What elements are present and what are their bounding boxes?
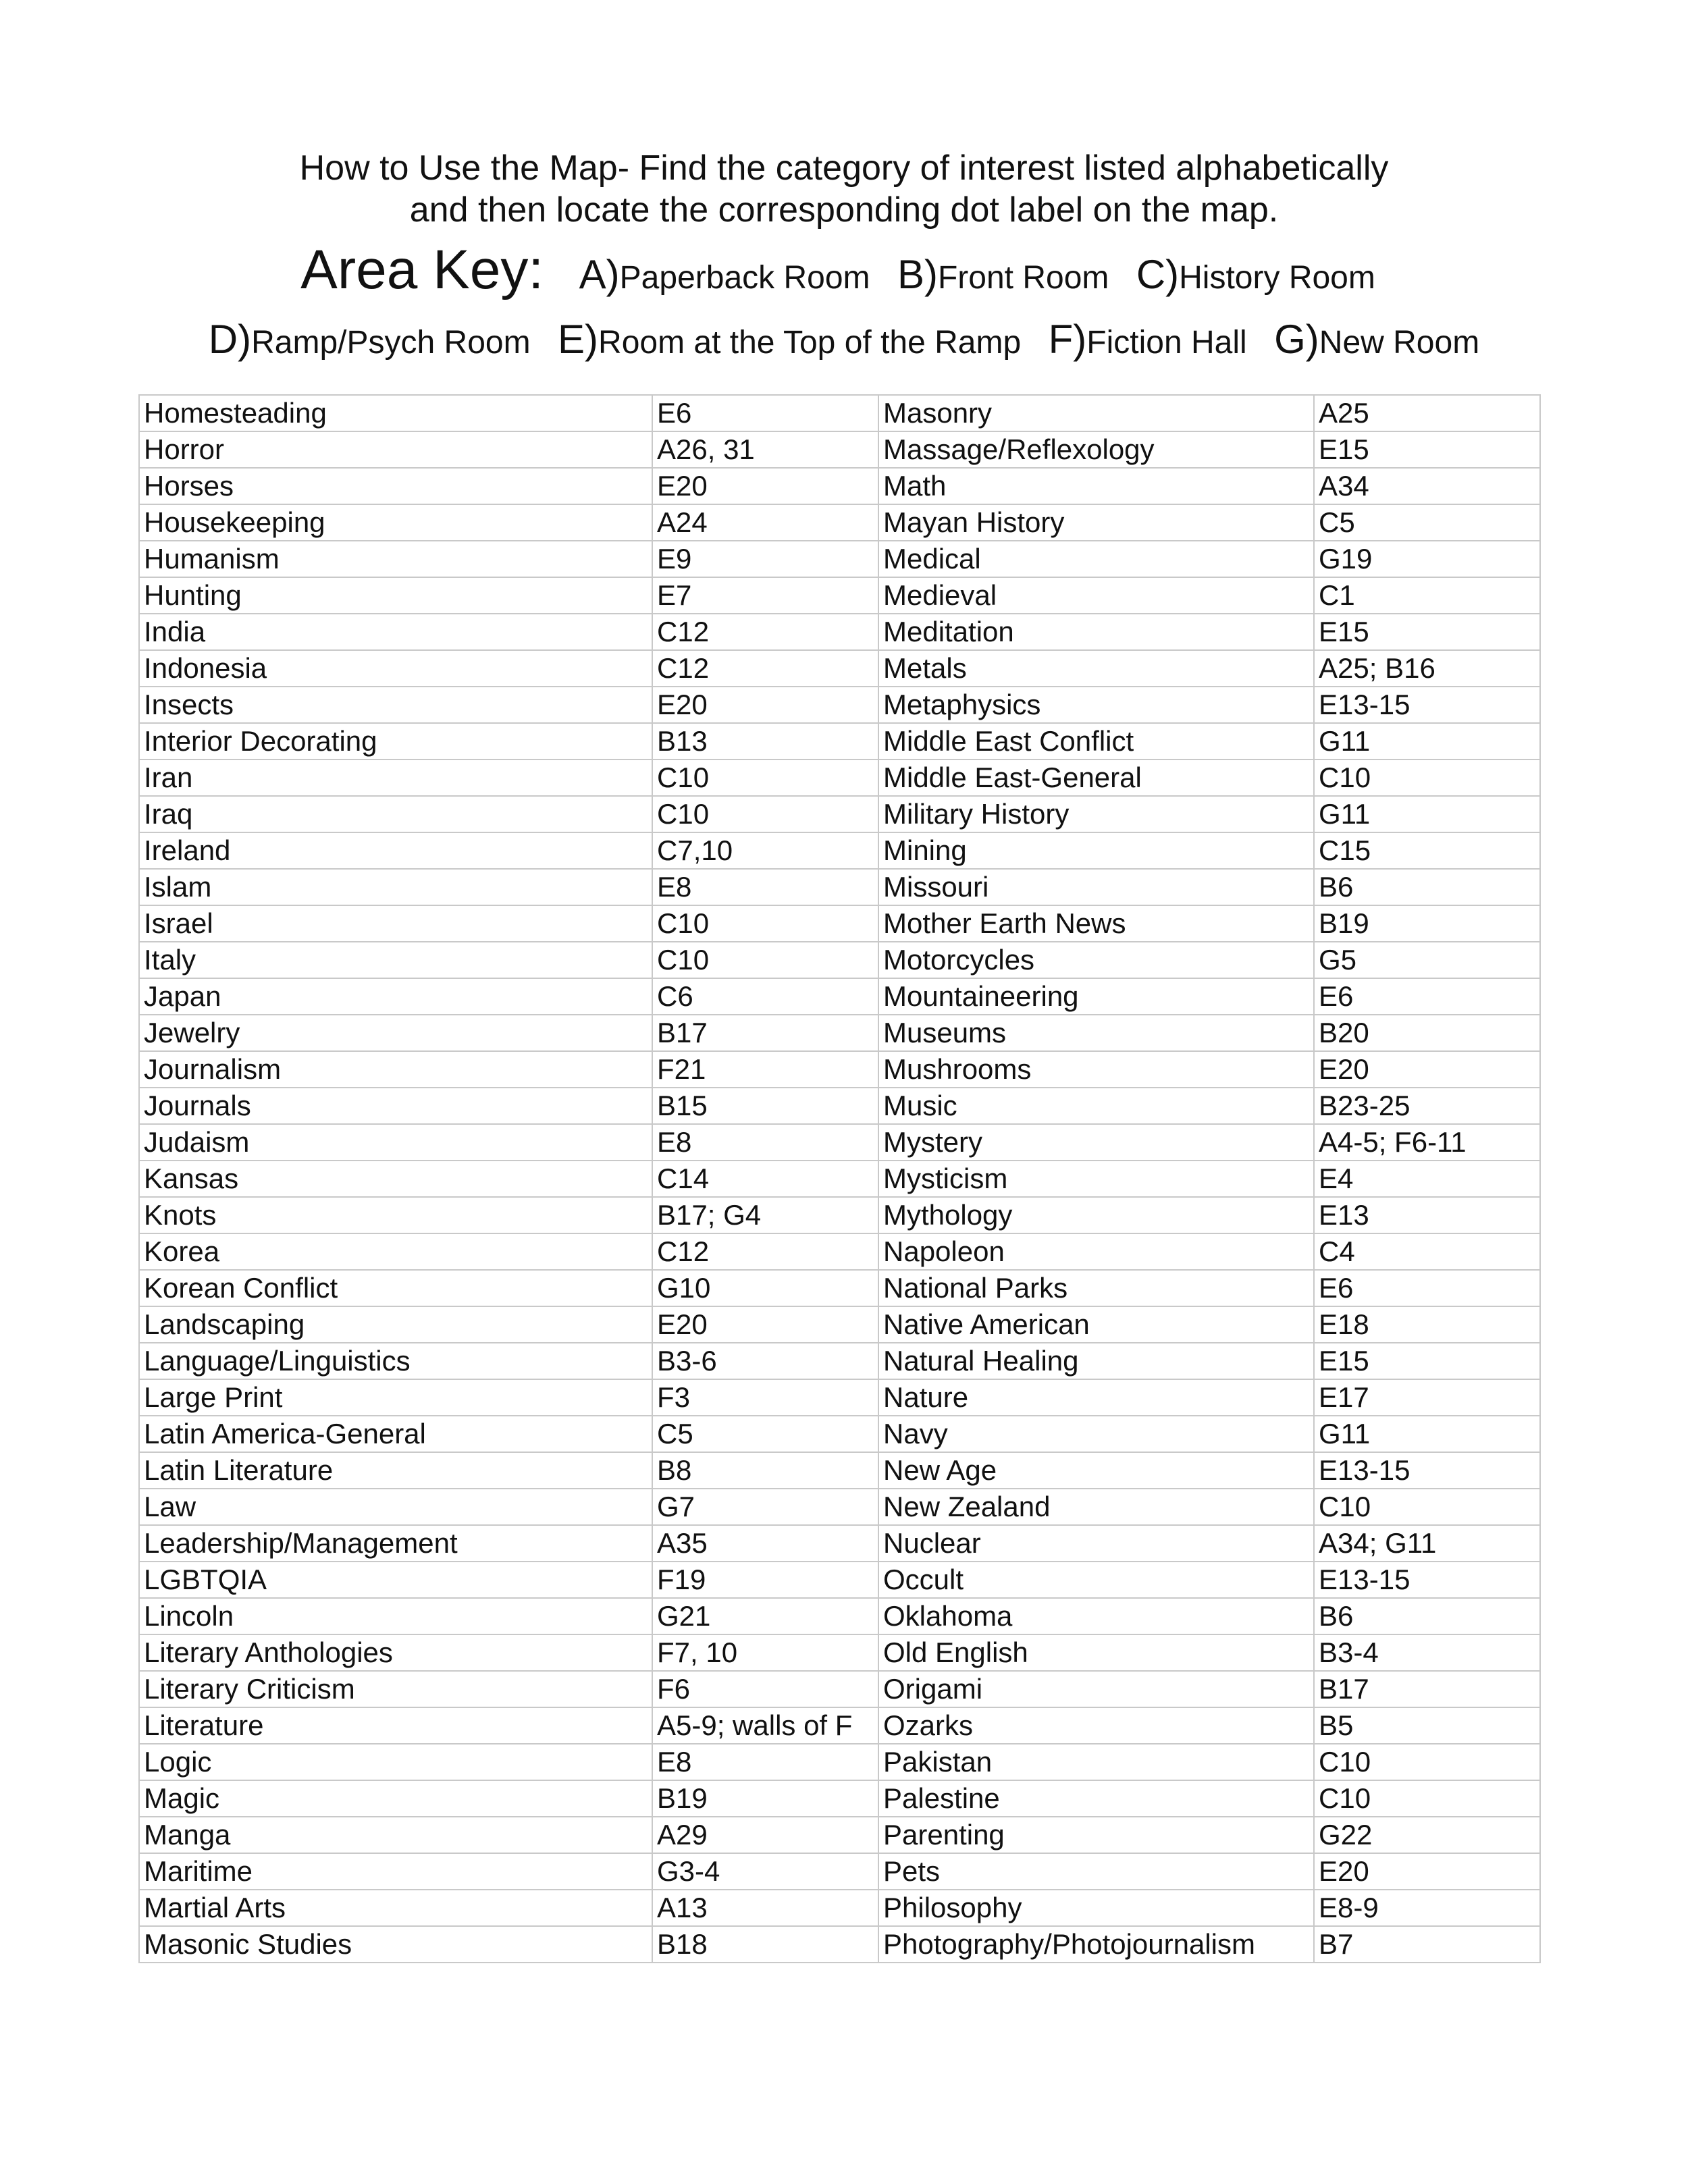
right-category-cell: Philosophy — [878, 1890, 1314, 1926]
table-row — [139, 1379, 1540, 1416]
left-location-cell: A13 — [652, 1890, 878, 1926]
area-key-item-f — [1049, 316, 1247, 363]
left-category-cell: Judaism — [139, 1124, 652, 1161]
right-category-cell: Mayan History — [878, 504, 1314, 541]
area-key-line-1 — [0, 236, 1688, 304]
right-category-cell: Nature — [878, 1379, 1314, 1416]
category-index-table — [138, 394, 1541, 1963]
right-location-cell: E20 — [1314, 1853, 1540, 1890]
right-category-cell: Natural Healing — [878, 1343, 1314, 1379]
table-row — [139, 504, 1540, 541]
table-row — [139, 1780, 1540, 1817]
right-location-cell: G11 — [1314, 723, 1540, 760]
table-row — [139, 1744, 1540, 1780]
left-location-cell: C12 — [652, 614, 878, 650]
right-location-cell: E6 — [1314, 1270, 1540, 1306]
left-category-cell: Housekeeping — [139, 504, 652, 541]
left-location-cell: F3 — [652, 1379, 878, 1416]
left-location-cell: G21 — [652, 1598, 878, 1634]
right-location-cell: E15 — [1314, 614, 1540, 650]
left-location-cell: C5 — [652, 1416, 878, 1452]
area-key-item-b — [897, 251, 1109, 298]
left-category-cell: Landscaping — [139, 1306, 652, 1343]
left-category-cell: Iran — [139, 760, 652, 796]
right-category-cell: Pakistan — [878, 1744, 1314, 1780]
left-category-cell: Ireland — [139, 832, 652, 869]
right-category-cell: Massage/Reflexology — [878, 431, 1314, 468]
left-location-cell: G3-4 — [652, 1853, 878, 1890]
left-category-cell: Israel — [139, 905, 652, 942]
table-row — [139, 1634, 1540, 1671]
left-category-cell: Latin America-General — [139, 1416, 652, 1452]
right-location-cell: E13-15 — [1314, 1452, 1540, 1489]
left-category-cell: Knots — [139, 1197, 652, 1233]
left-location-cell: E8 — [652, 1744, 878, 1780]
left-location-cell: B15 — [652, 1088, 878, 1124]
right-location-cell: B23-25 — [1314, 1088, 1540, 1124]
area-key-name: Front Room — [937, 260, 1109, 296]
table-row — [139, 1598, 1540, 1634]
table-row — [139, 942, 1540, 978]
left-location-cell: E9 — [652, 541, 878, 577]
left-category-cell: Large Print — [139, 1379, 652, 1416]
right-category-cell: Origami — [878, 1671, 1314, 1707]
right-location-cell: C1 — [1314, 577, 1540, 614]
left-category-cell: Indonesia — [139, 650, 652, 687]
table-row — [139, 1671, 1540, 1707]
right-location-cell: B17 — [1314, 1671, 1540, 1707]
area-key-letter: B) — [897, 252, 938, 297]
right-location-cell: E20 — [1314, 1051, 1540, 1088]
left-category-cell: Literary Criticism — [139, 1671, 652, 1707]
left-category-cell: Martial Arts — [139, 1890, 652, 1926]
right-category-cell: Meditation — [878, 614, 1314, 650]
table-row — [139, 1306, 1540, 1343]
right-category-cell: Mythology — [878, 1197, 1314, 1233]
right-location-cell: C5 — [1314, 504, 1540, 541]
left-category-cell: Law — [139, 1489, 652, 1525]
left-location-cell: E8 — [652, 1124, 878, 1161]
right-location-cell: E4 — [1314, 1161, 1540, 1197]
left-category-cell: LGBTQIA — [139, 1562, 652, 1598]
right-location-cell: E6 — [1314, 978, 1540, 1015]
instructions-line-2: and then locate the corresponding dot label on the map. — [409, 190, 1279, 230]
table-row — [139, 760, 1540, 796]
right-location-cell: B7 — [1314, 1926, 1540, 1963]
area-key-letter: C) — [1136, 252, 1180, 297]
table-row — [139, 978, 1540, 1015]
right-location-cell: A4-5; F6-11 — [1314, 1124, 1540, 1161]
category-index-body — [139, 395, 1540, 1963]
left-category-cell: Hunting — [139, 577, 652, 614]
right-location-cell: C15 — [1314, 832, 1540, 869]
right-location-cell: C10 — [1314, 1744, 1540, 1780]
right-category-cell: Medieval — [878, 577, 1314, 614]
table-row — [139, 1853, 1540, 1890]
right-category-cell: New Zealand — [878, 1489, 1314, 1525]
left-category-cell: Lincoln — [139, 1598, 652, 1634]
right-category-cell: Parenting — [878, 1817, 1314, 1853]
table-row — [139, 1525, 1540, 1562]
left-category-cell: Logic — [139, 1744, 652, 1780]
table-row — [139, 541, 1540, 577]
table-row — [139, 1817, 1540, 1853]
left-category-cell: Literature — [139, 1707, 652, 1744]
right-category-cell: Middle East Conflict — [878, 723, 1314, 760]
left-location-cell: B19 — [652, 1780, 878, 1817]
left-location-cell: C12 — [652, 650, 878, 687]
right-location-cell: A25 — [1314, 395, 1540, 431]
left-category-cell: Japan — [139, 978, 652, 1015]
table-row — [139, 395, 1540, 431]
left-category-cell: India — [139, 614, 652, 650]
left-location-cell: E6 — [652, 395, 878, 431]
table-row — [139, 1161, 1540, 1197]
table-row — [139, 1270, 1540, 1306]
left-category-cell: Masonic Studies — [139, 1926, 652, 1963]
right-location-cell: E18 — [1314, 1306, 1540, 1343]
right-category-cell: Pets — [878, 1853, 1314, 1890]
left-category-cell: Korea — [139, 1233, 652, 1270]
right-location-cell: A34 — [1314, 468, 1540, 504]
right-category-cell: Military History — [878, 796, 1314, 832]
right-category-cell: Museums — [878, 1015, 1314, 1051]
left-category-cell: Insects — [139, 687, 652, 723]
area-key-item-c — [1136, 251, 1375, 298]
right-location-cell: E13-15 — [1314, 687, 1540, 723]
right-location-cell: B20 — [1314, 1015, 1540, 1051]
area-key-name: History Room — [1179, 260, 1375, 296]
left-location-cell: B17 — [652, 1015, 878, 1051]
right-location-cell: B5 — [1314, 1707, 1540, 1744]
left-category-cell: Islam — [139, 869, 652, 905]
table-row — [139, 1452, 1540, 1489]
right-category-cell: Palestine — [878, 1780, 1314, 1817]
left-location-cell: C10 — [652, 760, 878, 796]
table-row — [139, 832, 1540, 869]
table-row — [139, 1489, 1540, 1525]
left-location-cell: B18 — [652, 1926, 878, 1963]
table-row — [139, 1343, 1540, 1379]
left-category-cell: Horror — [139, 431, 652, 468]
left-location-cell: F7, 10 — [652, 1634, 878, 1671]
area-key-letter: E) — [558, 317, 599, 362]
right-category-cell: National Parks — [878, 1270, 1314, 1306]
table-row — [139, 1124, 1540, 1161]
table-row — [139, 1197, 1540, 1233]
table-row — [139, 577, 1540, 614]
area-key-item-g — [1274, 316, 1479, 363]
right-location-cell: E8-9 — [1314, 1890, 1540, 1926]
right-category-cell: Occult — [878, 1562, 1314, 1598]
left-category-cell: Italy — [139, 942, 652, 978]
left-category-cell: Horses — [139, 468, 652, 504]
left-location-cell: A26, 31 — [652, 431, 878, 468]
area-key-name: Room at the Top of the Ramp — [598, 325, 1022, 361]
right-category-cell: Photography/Photojournalism — [878, 1926, 1314, 1963]
area-key-letter: G) — [1274, 317, 1319, 362]
left-category-cell: Jewelry — [139, 1015, 652, 1051]
right-category-cell: Ozarks — [878, 1707, 1314, 1744]
right-location-cell: E15 — [1314, 1343, 1540, 1379]
right-location-cell: E13 — [1314, 1197, 1540, 1233]
area-key-letter: D) — [208, 317, 252, 362]
area-key-item-a — [579, 251, 870, 298]
table-row — [139, 723, 1540, 760]
right-location-cell: C10 — [1314, 1780, 1540, 1817]
right-category-cell: Navy — [878, 1416, 1314, 1452]
right-category-cell: Motorcycles — [878, 942, 1314, 978]
right-category-cell: Metaphysics — [878, 687, 1314, 723]
right-category-cell: Native American — [878, 1306, 1314, 1343]
left-category-cell: Humanism — [139, 541, 652, 577]
left-category-cell: Iraq — [139, 796, 652, 832]
left-location-cell: C14 — [652, 1161, 878, 1197]
left-location-cell: F6 — [652, 1671, 878, 1707]
table-row — [139, 1707, 1540, 1744]
right-location-cell: A34; G11 — [1314, 1525, 1540, 1562]
left-location-cell: F19 — [652, 1562, 878, 1598]
area-key-letter: A) — [579, 252, 620, 297]
right-location-cell: C10 — [1314, 760, 1540, 796]
left-location-cell: B8 — [652, 1452, 878, 1489]
left-location-cell: B17; G4 — [652, 1197, 878, 1233]
left-location-cell: C10 — [652, 905, 878, 942]
right-category-cell: Napoleon — [878, 1233, 1314, 1270]
area-key-name: New Room — [1319, 325, 1480, 361]
left-location-cell: A24 — [652, 504, 878, 541]
right-location-cell: B6 — [1314, 869, 1540, 905]
left-location-cell: C12 — [652, 1233, 878, 1270]
left-location-cell: A29 — [652, 1817, 878, 1853]
right-category-cell: Mystery — [878, 1124, 1314, 1161]
right-category-cell: Metals — [878, 650, 1314, 687]
table-row — [139, 1926, 1540, 1963]
table-row — [139, 1015, 1540, 1051]
left-location-cell: C10 — [652, 796, 878, 832]
area-key-item-d — [209, 316, 531, 363]
left-category-cell: Literary Anthologies — [139, 1634, 652, 1671]
table-row — [139, 1416, 1540, 1452]
left-category-cell: Interior Decorating — [139, 723, 652, 760]
right-category-cell: Math — [878, 468, 1314, 504]
right-location-cell: B6 — [1314, 1598, 1540, 1634]
table-row — [139, 614, 1540, 650]
left-category-cell: Manga — [139, 1817, 652, 1853]
instructions-line-1: How to Use the Map- Find the category of interest listed alphabetically — [299, 149, 1389, 188]
left-category-cell: Maritime — [139, 1853, 652, 1890]
left-location-cell: A35 — [652, 1525, 878, 1562]
area-key-name: Fiction Hall — [1086, 325, 1247, 361]
table-row — [139, 1088, 1540, 1124]
area-key-name: Ramp/Psych Room — [251, 325, 531, 361]
area-key-name: Paperback Room — [619, 260, 870, 296]
area-key-line-2 — [0, 316, 1688, 363]
left-location-cell: C10 — [652, 942, 878, 978]
left-category-cell: Latin Literature — [139, 1452, 652, 1489]
right-location-cell: G5 — [1314, 942, 1540, 978]
right-category-cell: Old English — [878, 1634, 1314, 1671]
left-category-cell: Journalism — [139, 1051, 652, 1088]
left-location-cell: C6 — [652, 978, 878, 1015]
left-location-cell: C7,10 — [652, 832, 878, 869]
table-row — [139, 796, 1540, 832]
right-category-cell: Mining — [878, 832, 1314, 869]
left-location-cell: E8 — [652, 869, 878, 905]
left-location-cell: B3-6 — [652, 1343, 878, 1379]
area-key-item-e — [558, 316, 1021, 363]
left-location-cell: E20 — [652, 468, 878, 504]
area-key-title: Area Key: — [300, 239, 544, 300]
left-location-cell: E7 — [652, 577, 878, 614]
right-location-cell: E15 — [1314, 431, 1540, 468]
table-row — [139, 687, 1540, 723]
right-category-cell: Medical — [878, 541, 1314, 577]
right-category-cell: Middle East-General — [878, 760, 1314, 796]
left-category-cell: Magic — [139, 1780, 652, 1817]
right-category-cell: Oklahoma — [878, 1598, 1314, 1634]
area-key-letter: F) — [1048, 317, 1087, 362]
right-location-cell: G22 — [1314, 1817, 1540, 1853]
table-row — [139, 468, 1540, 504]
left-location-cell: B13 — [652, 723, 878, 760]
right-category-cell: Mountaineering — [878, 978, 1314, 1015]
left-category-cell: Language/Linguistics — [139, 1343, 652, 1379]
left-category-cell: Korean Conflict — [139, 1270, 652, 1306]
right-category-cell: Missouri — [878, 869, 1314, 905]
left-location-cell: E20 — [652, 687, 878, 723]
right-location-cell: B3-4 — [1314, 1634, 1540, 1671]
right-location-cell: E13-15 — [1314, 1562, 1540, 1598]
right-category-cell: Music — [878, 1088, 1314, 1124]
left-location-cell: E20 — [652, 1306, 878, 1343]
right-category-cell: New Age — [878, 1452, 1314, 1489]
table-row — [139, 1233, 1540, 1270]
right-location-cell: B19 — [1314, 905, 1540, 942]
table-row — [139, 431, 1540, 468]
left-location-cell: A5-9; walls of F — [652, 1707, 878, 1744]
left-location-cell: F21 — [652, 1051, 878, 1088]
right-category-cell: Masonry — [878, 395, 1314, 431]
left-location-cell: G7 — [652, 1489, 878, 1525]
right-category-cell: Mushrooms — [878, 1051, 1314, 1088]
left-location-cell: G10 — [652, 1270, 878, 1306]
table-row — [139, 905, 1540, 942]
left-category-cell: Kansas — [139, 1161, 652, 1197]
table-row — [139, 1051, 1540, 1088]
table-row — [139, 869, 1540, 905]
right-category-cell: Mysticism — [878, 1161, 1314, 1197]
right-location-cell: G11 — [1314, 1416, 1540, 1452]
right-location-cell: C10 — [1314, 1489, 1540, 1525]
left-category-cell: Leadership/Management — [139, 1525, 652, 1562]
right-category-cell: Nuclear — [878, 1525, 1314, 1562]
right-category-cell: Mother Earth News — [878, 905, 1314, 942]
left-category-cell: Homesteading — [139, 395, 652, 431]
right-location-cell: G19 — [1314, 541, 1540, 577]
right-location-cell: E17 — [1314, 1379, 1540, 1416]
table-row — [139, 1890, 1540, 1926]
right-location-cell: A25; B16 — [1314, 650, 1540, 687]
right-location-cell: C4 — [1314, 1233, 1540, 1270]
table-row — [139, 650, 1540, 687]
left-category-cell: Journals — [139, 1088, 652, 1124]
table-row — [139, 1562, 1540, 1598]
right-location-cell: G11 — [1314, 796, 1540, 832]
